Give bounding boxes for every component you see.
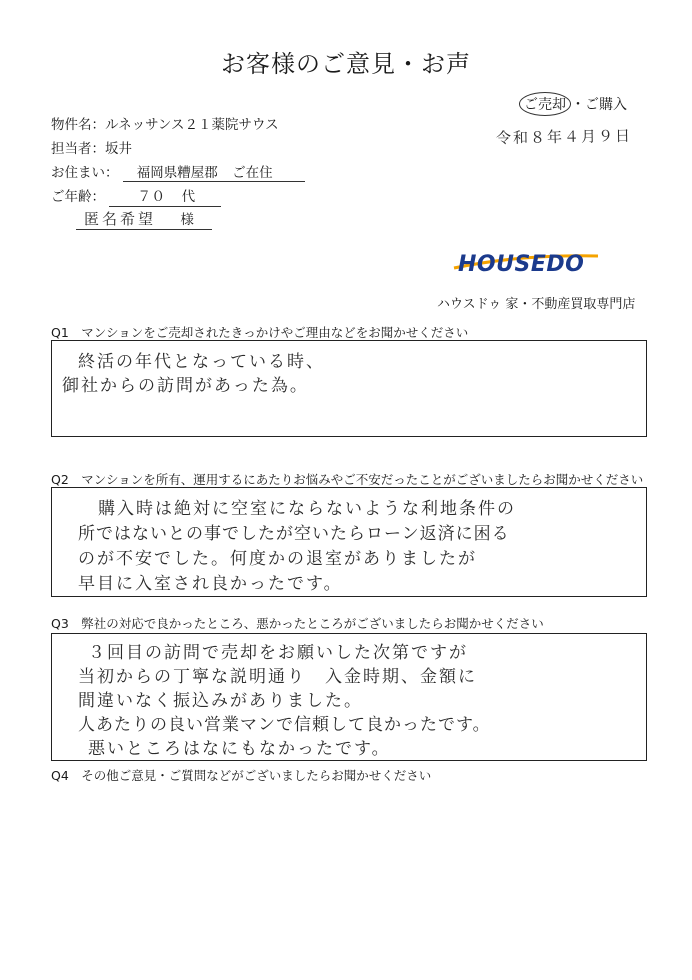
- logo-tagline: ハウスドゥ 家・不動産買取専門店: [437, 297, 636, 312]
- q2-label: Q2 マンションを所有、運用するにあたりお悩みやご不安だったことがございましたらお聞かせください: [51, 472, 644, 487]
- q3-answer-line: ３回目の訪問で売却をお願いした次第ですが: [88, 643, 468, 663]
- customer-name-field: [76, 208, 212, 230]
- housedo-logo: [452, 250, 600, 282]
- age-field: [51, 185, 221, 207]
- q3-answer-line: 悪いところはなにもなかったです。: [88, 739, 391, 759]
- property-name-field: [51, 113, 279, 133]
- q1-answer-line: 終活の年代となっている時、: [78, 352, 325, 372]
- age-value-line: [109, 185, 221, 207]
- transaction-type: [519, 92, 627, 116]
- q2-answer-box: [51, 487, 647, 597]
- q3-answer-line: 間違いなく振込みがありました。: [78, 691, 363, 711]
- agent-label: 担当者：: [51, 141, 105, 157]
- q3-answer-line: 当初からの丁寧な説明通り 入金時期、金額に: [78, 667, 477, 687]
- residence-label: お住まい：: [51, 165, 119, 181]
- logo-text: HOUSEDO: [458, 252, 585, 277]
- q2-answer-line: のが不安でした。何度かの退室がありましたが: [78, 549, 477, 569]
- residence-value: 福岡県糟屋郡: [136, 165, 218, 181]
- q2-answer-line: 早目に入室され良かったです。: [78, 574, 343, 594]
- residence-field: [51, 161, 305, 182]
- q3-answer-line: 人あたりの良い営業マンで信頼して良かったです。: [78, 715, 491, 735]
- age-label: ご年齢：: [51, 189, 105, 205]
- q1-label: Q1 マンションをご売却されたきっかけやご理由などをお聞かせください: [51, 325, 469, 340]
- customer-name-suffix: 様: [180, 212, 194, 228]
- property-name-value: ルネッサンス２１薬院サウス: [105, 117, 279, 133]
- handwritten-date: 令和８年４月９日: [495, 126, 633, 148]
- customer-name-value: 匿名希望: [84, 210, 157, 228]
- q3-answer-box: [51, 633, 647, 761]
- purchase-option: ・ご購入: [571, 97, 627, 113]
- age-value: ７０: [137, 189, 166, 205]
- q2-answer-line: 所ではないとの事でしたが空いたらローン返済に困る: [78, 524, 510, 544]
- q2-answer-line: 購入時は絶対に空室にならないような利地条件の: [98, 499, 516, 519]
- agent-field: [51, 137, 132, 157]
- q1-answer-line: 御社からの訪問があった為。: [62, 376, 309, 396]
- age-suffix: 代: [181, 189, 196, 205]
- q1-answer-box: [51, 340, 647, 437]
- customer-name-line: [76, 208, 212, 230]
- residence-value-line: [123, 161, 305, 182]
- q4-label: Q4 その他ご意見・ご質問などがございましたらお聞かせください: [51, 768, 432, 783]
- sale-option-circled: ご売却: [519, 92, 571, 116]
- residence-suffix: ご在住: [232, 165, 273, 181]
- q3-label: Q3 弊社の対応で良かったところ、悪かったところがございましたらお聞かせください: [51, 616, 544, 631]
- property-name-label: 物件名：: [51, 117, 105, 133]
- agent-value: 坂井: [105, 141, 132, 157]
- page-title: お客様のご意見・お声: [221, 50, 471, 78]
